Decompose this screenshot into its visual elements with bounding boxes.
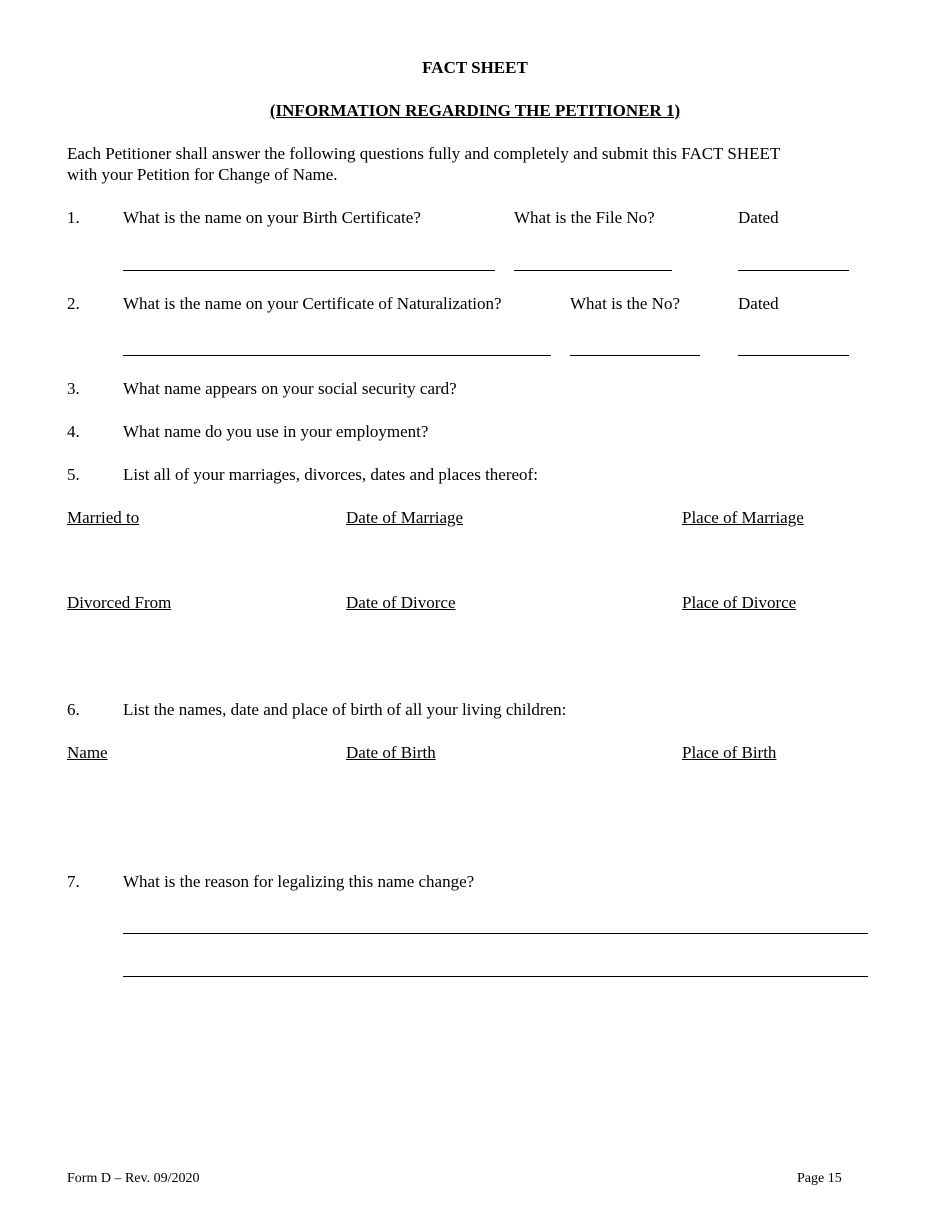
question-2-number: 2. (67, 294, 80, 313)
naturalization-name-field[interactable] (123, 355, 551, 356)
question-5-number: 5. (67, 465, 80, 484)
date-of-marriage-header: Date of Marriage (346, 508, 464, 527)
intro-line-2: with your Petition for Change of Name. (67, 165, 338, 184)
footer-page-number: Page 15 (797, 1171, 842, 1186)
question-3-text: What name appears on your social security card? (123, 379, 457, 398)
question-4-number: 4. (67, 422, 80, 441)
child-place-of-birth-header: Place of Birth (682, 743, 777, 762)
page-subtitle: (INFORMATION REGARDING THE PETITIONER 1) (269, 101, 681, 120)
place-of-marriage-header: Place of Marriage (682, 508, 804, 527)
child-date-of-birth-header: Date of Birth (346, 743, 436, 762)
birth-certificate-name-field[interactable] (123, 270, 495, 271)
question-5-text: List all of your marriages, divorces, dates and places thereof: (123, 465, 538, 484)
reason-line-2-field[interactable] (123, 976, 868, 977)
question-2-dated-label: Dated (738, 294, 779, 313)
question-3-number: 3. (67, 379, 80, 398)
question-6-number: 6. (67, 700, 80, 719)
intro-line-1: Each Petitioner shall answer the following questions fully and completely and submit this FACT SHEET (67, 144, 781, 163)
question-1-dated-label: Dated (738, 208, 779, 227)
date-of-divorce-header: Date of Divorce (346, 593, 456, 612)
question-7-text: What is the reason for legalizing this name change? (123, 872, 475, 891)
reason-line-1-field[interactable] (123, 933, 868, 934)
page-title: FACT SHEET (422, 58, 528, 77)
question-1-text: What is the name on your Birth Certificate? (123, 208, 421, 227)
divorced-from-header: Divorced From (67, 593, 172, 612)
question-2-text: What is the name on your Certificate of Naturalization? (123, 294, 502, 313)
question-2-no-label: What is the No? (570, 294, 680, 313)
child-name-header: Name (67, 743, 108, 762)
question-1-number: 1. (67, 208, 80, 227)
birth-certificate-dated-field[interactable] (738, 270, 849, 271)
question-6-text: List the names, date and place of birth of all your living children: (123, 700, 567, 719)
place-of-divorce-header: Place of Divorce (682, 593, 797, 612)
question-1-file-label: What is the File No? (514, 208, 655, 227)
married-to-header: Married to (67, 508, 140, 527)
naturalization-dated-field[interactable] (738, 355, 849, 356)
birth-certificate-file-no-field[interactable] (514, 270, 672, 271)
question-7-number: 7. (67, 872, 80, 891)
naturalization-no-field[interactable] (570, 355, 700, 356)
question-4-text: What name do you use in your employment? (123, 422, 429, 441)
footer-form-revision: Form D – Rev. 09/2020 (67, 1171, 200, 1186)
